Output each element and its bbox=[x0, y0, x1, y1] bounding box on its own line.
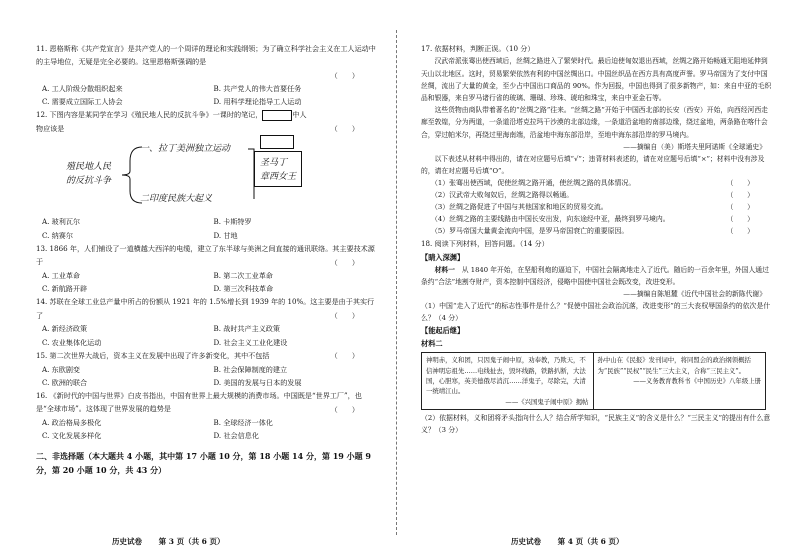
right-footer-subject: 历史试卷 bbox=[511, 537, 541, 546]
q15-options bbox=[36, 363, 379, 390]
q12-stem-b: 中人 bbox=[292, 110, 307, 120]
q12-blank-box bbox=[262, 110, 292, 121]
q14-paren: （ ） bbox=[330, 311, 359, 321]
q12-options bbox=[36, 215, 379, 242]
q13-option-c[interactable]: C. 新航路开辟 bbox=[42, 284, 88, 294]
q17-answer-1[interactable]: （ ） bbox=[726, 179, 754, 188]
q16-option-b[interactable]: B. 全球经济一体化 bbox=[213, 418, 273, 428]
q11-option-a[interactable]: A. 工人阶级分散组织起来 bbox=[42, 83, 123, 93]
q13-option-a[interactable]: A. 工业革命 bbox=[42, 270, 81, 280]
q15-stem: 15. 第二次世界大战后，资本主义在发展中出现了许多新变化，其中不包括 bbox=[36, 350, 270, 360]
q15-option-c[interactable]: C. 欧洲的联合 bbox=[42, 377, 88, 387]
q12-paren: （ ） bbox=[330, 124, 359, 134]
q17-statement bbox=[421, 189, 772, 201]
q13-option-b[interactable]: B. 第二次工业革命 bbox=[213, 270, 273, 280]
q11-option-c[interactable]: C. 需要成立国际工人协会 bbox=[42, 97, 123, 107]
q14-option-b[interactable]: B. 战时共产主义政策 bbox=[213, 324, 280, 334]
q13-stem: 13. 1866 年，人们铺设了一道横越大西洋的电缆，建立了东半球与美洲之间直接的通讯联络。其主要技术源于 bbox=[36, 243, 375, 267]
q16-option-d[interactable]: D. 社会信息化 bbox=[213, 431, 259, 441]
diagram-root-2: 的反抗斗争 bbox=[66, 176, 112, 187]
q12-option-a[interactable]: A. 玻利瓦尔 bbox=[42, 217, 81, 227]
q11-option-b[interactable]: B. 共产党人的伟大首要任务 bbox=[213, 83, 302, 93]
q15-option-b[interactable]: B. 社会保障制度的建立 bbox=[213, 364, 288, 374]
q18-material-2-table bbox=[421, 352, 766, 410]
q18-material-2-label: 材料二 bbox=[421, 339, 443, 349]
q14-option-a[interactable]: A. 新经济政策 bbox=[42, 324, 88, 334]
q15-paren: （ ） bbox=[330, 351, 359, 361]
q16-options bbox=[36, 416, 379, 443]
q16-option-c[interactable]: C. 文化发展多样化 bbox=[42, 431, 102, 441]
q15-option-a[interactable]: A. 东欧剧变 bbox=[42, 364, 81, 374]
q18-table-left bbox=[422, 353, 594, 409]
q16-option-a[interactable]: A. 政治格局多极化 bbox=[42, 418, 102, 428]
right-footer-page: 第 4 页（共 6 页） bbox=[557, 537, 624, 546]
section-2-heading: 二、非选择题（本大题共 4 小题，其中第 17 小题 10 分，第 18 小题 14 分，第 19 小题 9 分，第 20 小题 10 分，共 43 分） bbox=[36, 450, 372, 475]
q12-notes-diagram bbox=[36, 135, 379, 215]
q18-stem: 18. 阅读下列材料，回答问题。（14 分） bbox=[421, 239, 549, 249]
q18-table-left-text: 神明赤，义和团，只因鬼子闹中原，劝奉教，乃欺天，不信神明忘祖先……电线扯去，毁坏线路，铁路扒断，大法国，心胆寒，英美德俄尽消沉……洋鬼子，尽除完，大清一统靖江山。 bbox=[426, 356, 586, 396]
q18-tag-1: 【睛入深渊】 bbox=[421, 252, 465, 262]
q12-option-c[interactable]: C. 纳赛尔 bbox=[42, 230, 73, 240]
q17-answer-3[interactable]: （ ） bbox=[726, 203, 754, 212]
q17-answer-4[interactable]: （ ） bbox=[726, 215, 754, 224]
q17-material-2: 这些货物由商队带着著名的“丝绸之路”往来。“丝绸之路”开始于中国西北部的长安（西安）开始，向西经河西走廊至敦煌，分为两道，一条道沿塔克拉玛干沙漠的北部边缘，一条道沿盆地的南部边缘，绕过盆地，两条路在喀什会合，穿过帕米尔，再绕过里海南端，沿盆地中海东部沿岸，至地中海东部沿岸的罗马境内。 bbox=[421, 106, 768, 139]
q18-sub-2: （2）依据材料，义和团将矛头指向什么人？结合所学知识，“民族主义”的含义是什么？“三民主义”的提出有什么意义？（3 分） bbox=[421, 414, 771, 435]
q17-statement-2: （2）汉武帝大败匈奴后，丝绸之路得以畅通。 bbox=[431, 191, 574, 200]
left-footer bbox=[112, 536, 239, 547]
q18-table-left-source: ——《兴国鬼子闹中原》揭帖 bbox=[505, 397, 589, 406]
left-footer-page: 第 3 页（共 6 页） bbox=[158, 537, 225, 546]
q11-option-d[interactable]: D. 用科学理论指导工人运动 bbox=[213, 97, 302, 107]
q18-table-right-text: 孙中山在《民报》发刊词中，将同盟会的政治纲领概括为“民族”“民权”“民生”三大主义，合称“三民主义”。 bbox=[597, 356, 751, 375]
q12-option-b[interactable]: B. 卡斯特罗 bbox=[213, 217, 252, 227]
q18-material-1 bbox=[421, 264, 772, 288]
right-footer bbox=[511, 536, 638, 547]
q17-stem: 17. 依据材料，判断正误。（10 分） bbox=[421, 44, 535, 53]
q18-material-1-label: 材料一 bbox=[434, 265, 455, 274]
q18-source-1: ——摘编自陈旭麓《近代中国社会的新陈代谢》 bbox=[623, 290, 766, 299]
diagram-root: 殖民地人民 bbox=[66, 162, 112, 173]
q17-statement-1: （1）张骞出使西域，促使丝绸之路开通，使丝绸之路的具体情况。 bbox=[431, 179, 636, 188]
q17-material-1: 汉武帝派张骞出使西域后，丝绸之路进入了繁荣时代。最后迫使匈奴退出西域，丝绸之路开始畅通无阻地延伸到天山以北地区。这时，贸易繁荣依然有利的中国丝绸出口。中国丝织品在西方具有高度声誉。罗马帝国为了支付中国丝绸，流出了大量的黄金，至少占中国出口商品的 90%。作为回报，中国也得到了很多新物产，如：来自中亚的毛织品和银器，来自罗马诸行省的玻璃、珊瑚、珍珠、琥珀和珠宝，来自中亚金石等。 bbox=[421, 57, 772, 102]
diagram-branch-2: 二印度民族大起义 bbox=[140, 194, 213, 205]
q18-material-1-text: 从 1840 年开始，在坚船利炮的逼迫下，中国社会隔离地走入了近代。随后的一百余年里，外国人通过条约“合法”地割夺财产，资本控制中国经济，侵略中国使中国社会既改变，改进变形。 bbox=[421, 265, 769, 286]
q12-stem-a: 12. 下图内容是某同学在学习《殖民地人民的反抗斗争》一课时的笔记， bbox=[36, 110, 263, 120]
q14-stem: 14. 苏联在全球工业总产量中所占的份额从 1921 年的 1.5%增长到 1939 年的 10%。这主要是由于其实行了 bbox=[36, 297, 375, 320]
q17-statement bbox=[421, 213, 772, 225]
q17-answer-5[interactable]: （ ） bbox=[726, 227, 754, 236]
q17-statement-4: （4）丝绸之路的主要线路由中国长安出发，向东途经中亚，最终到罗马境内。 bbox=[431, 215, 670, 224]
q18-tag-2: 【能起后继】 bbox=[421, 326, 465, 336]
q18-table-right-source: ——义务教育教科书《中国历史》八年级上册 bbox=[633, 377, 761, 386]
q14-option-c[interactable]: C. 农业集体化运动 bbox=[42, 337, 102, 347]
q15-option-d[interactable]: D. 美国的发展与日本的发展 bbox=[213, 377, 302, 387]
q17-statement bbox=[421, 225, 772, 237]
q11-paren: （ ） bbox=[330, 70, 359, 80]
diagram-branch-1: 一、拉丁美洲独立运动 bbox=[140, 144, 231, 155]
q16-paren: （ ） bbox=[330, 404, 359, 414]
diagram-right-2: 章西女王 bbox=[260, 172, 297, 183]
q18-table-right bbox=[594, 353, 766, 409]
q17-statements bbox=[421, 177, 772, 237]
q12-stem-c: 物应该是 bbox=[36, 123, 65, 133]
q17-instruction: 以下表述从材料中得出的，请在对应题号后填“√”；违背材料表述的，请在对应题号后填“×”；材料中没有涉及的，请在对应题号后填“O”。 bbox=[421, 154, 765, 176]
diagram-right-1: 圣马丁 bbox=[260, 158, 288, 169]
q17-statement-3: （3）丝绸之路促进了中国与其他国家和地区的贸易交流。 bbox=[431, 203, 608, 212]
q13-options bbox=[36, 269, 379, 296]
left-footer-subject: 历史试卷 bbox=[112, 537, 142, 546]
q16-stem: 16. 《新时代的中国与世界》白皮书指出，中国有世界上最大规模的消费市场。中国既是“世界工厂”，也是“全球市场”。这体现了世界发展的趋势是 bbox=[36, 391, 362, 414]
q13-paren: （ ） bbox=[330, 257, 359, 267]
q14-options bbox=[36, 322, 379, 349]
q13-option-d[interactable]: D. 第三次科技革命 bbox=[213, 284, 274, 294]
q17-source: ——摘编自（美）斯塔夫里阿诺斯《全球通史》 bbox=[623, 142, 766, 151]
q17-answer-2[interactable]: （ ） bbox=[726, 191, 754, 200]
q11-stem: 11. 恩格斯称《共产党宣言》是共产党人的一个周详的理论和实践纲领；为了确立科学社会主义在工人运动中的主导地位，无疑是完全必要的。这里恩格斯强调的是 bbox=[36, 44, 376, 67]
q17-statement bbox=[421, 201, 772, 213]
right-page bbox=[397, 0, 794, 560]
q12-option-d[interactable]: D. 甘地 bbox=[213, 230, 238, 240]
q11-options bbox=[36, 82, 379, 109]
q18-sub-1: （1）中国“走入了近代”的标志性事件是什么？“促使中国社会政治沉落，改进变形”的三大丧权辱国条约的依次是什么？（4 分） bbox=[421, 302, 771, 323]
q17-statement-5: （5）罗马帝国大量黄金流向中国，是罗马帝国衰亡的重要原因。 bbox=[431, 227, 629, 236]
q14-option-d[interactable]: D. 社会主义工业化建设 bbox=[213, 337, 288, 347]
q17-statement bbox=[421, 177, 772, 189]
